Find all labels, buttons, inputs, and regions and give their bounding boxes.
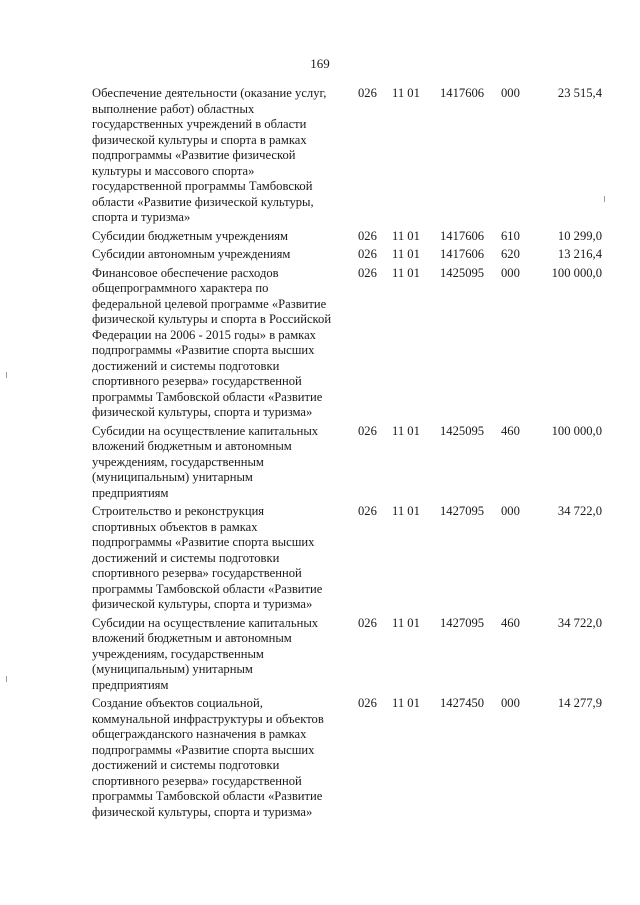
department-code: 026 <box>358 696 377 710</box>
amount: 14 277,9 <box>557 696 602 710</box>
section-code: 11 01 <box>392 504 420 518</box>
amount: 100 000,0 <box>551 423 602 438</box>
expense-type-code: 460 <box>501 423 520 438</box>
amount: 23 515,4 <box>557 86 602 100</box>
target-item-code: 1427450 <box>440 696 485 710</box>
expense-type-code: 000 <box>501 265 520 280</box>
table-row <box>92 424 602 502</box>
section-code: 11 01 <box>392 696 420 710</box>
row-description: Субсидии на осуществление капитальных вложений бюджетным и автономным учреждениям, государственным (муниципальным) унитарным предприятиям <box>92 615 319 692</box>
section-code: 11 01 <box>392 615 420 630</box>
target-item-code: 1425095 <box>440 423 485 438</box>
target-item-code: 1417606 <box>440 247 485 261</box>
row-description: Строительство и реконструкция спортивных объектов в рамках подпрограммы «Развитие спорта высших достижений и системы подготовки спортивного резерва» государственной программы Тамбовской области «Развитие физической культуры, спорта и туризма» <box>92 504 323 611</box>
expense-type-code: 000 <box>501 696 520 710</box>
scan-mark <box>6 676 7 682</box>
row-description: Финансовое обеспечение расходов общепрограммного характера по федеральной целевой программе «Развитие физической культуры и спорта в Российской Федерации на 2006 - 2015 годы» в рамках подпрограммы «Развитие спорта высших достижений и системы подготовки спортивного резерва» государственной программы Тамбовской области «Развитие физической культуры, спорта и туризма» <box>92 265 332 419</box>
table-row <box>92 86 602 226</box>
target-item-code: 1417606 <box>440 228 485 243</box>
department-code: 026 <box>358 265 377 280</box>
page-number: 169 <box>310 56 330 71</box>
department-code: 026 <box>358 247 377 261</box>
target-item-code: 1427095 <box>440 615 485 630</box>
amount: 10 299,0 <box>557 228 602 243</box>
table-row <box>92 504 602 613</box>
department-code: 026 <box>358 228 377 243</box>
row-description: Субсидии автономным учреждениям <box>92 247 291 261</box>
section-code: 11 01 <box>392 247 420 261</box>
row-description: Обеспечение деятельности (оказание услуг, выполнение работ) областных государственных учреждений в области физической культуры и спорта в рамках подпрограммы «Развитие физической культуры и массового спорта» государственной программы Тамбовской области «Развитие физической культуры, спорта и туризма» <box>92 86 327 224</box>
department-code: 026 <box>358 86 377 100</box>
table-row <box>92 266 602 421</box>
scan-mark <box>604 196 605 202</box>
budget-table <box>92 86 602 823</box>
scan-mark <box>6 372 7 378</box>
section-code: 11 01 <box>392 228 420 243</box>
amount: 13 216,4 <box>557 247 602 261</box>
expense-type-code: 000 <box>501 504 520 518</box>
row-description: Создание объектов социальной, коммунальной инфраструктуры и объектов общегражданского назначения в рамках подпрограммы «Развитие спорта высших достижений и системы подготовки спортивного резерва» государственной программы Тамбовской области «Развитие физической культуры, спорта и туризма» <box>92 696 324 819</box>
expense-type-code: 610 <box>501 228 520 243</box>
department-code: 026 <box>358 504 377 518</box>
amount: 100 000,0 <box>551 265 602 280</box>
section-code: 11 01 <box>392 86 420 100</box>
target-item-code: 1417606 <box>440 86 485 100</box>
table-row <box>92 616 602 694</box>
section-code: 11 01 <box>392 423 420 438</box>
table-row <box>92 696 602 820</box>
table-row <box>92 247 602 263</box>
target-item-code: 1425095 <box>440 265 485 280</box>
expense-type-code: 620 <box>501 247 520 261</box>
department-code: 026 <box>358 615 377 630</box>
row-description: Субсидии на осуществление капитальных вложений бюджетным и автономным учреждениям, государственным (муниципальным) унитарным предприятиям <box>92 423 319 500</box>
row-description: Субсидии бюджетным учреждениям <box>92 228 288 243</box>
target-item-code: 1427095 <box>440 504 485 518</box>
expense-type-code: 000 <box>501 86 520 100</box>
department-code: 026 <box>358 423 377 438</box>
amount: 34 722,0 <box>557 504 602 518</box>
amount: 34 722,0 <box>557 615 602 630</box>
section-code: 11 01 <box>392 265 420 280</box>
expense-type-code: 460 <box>501 615 520 630</box>
table-row <box>92 229 602 245</box>
